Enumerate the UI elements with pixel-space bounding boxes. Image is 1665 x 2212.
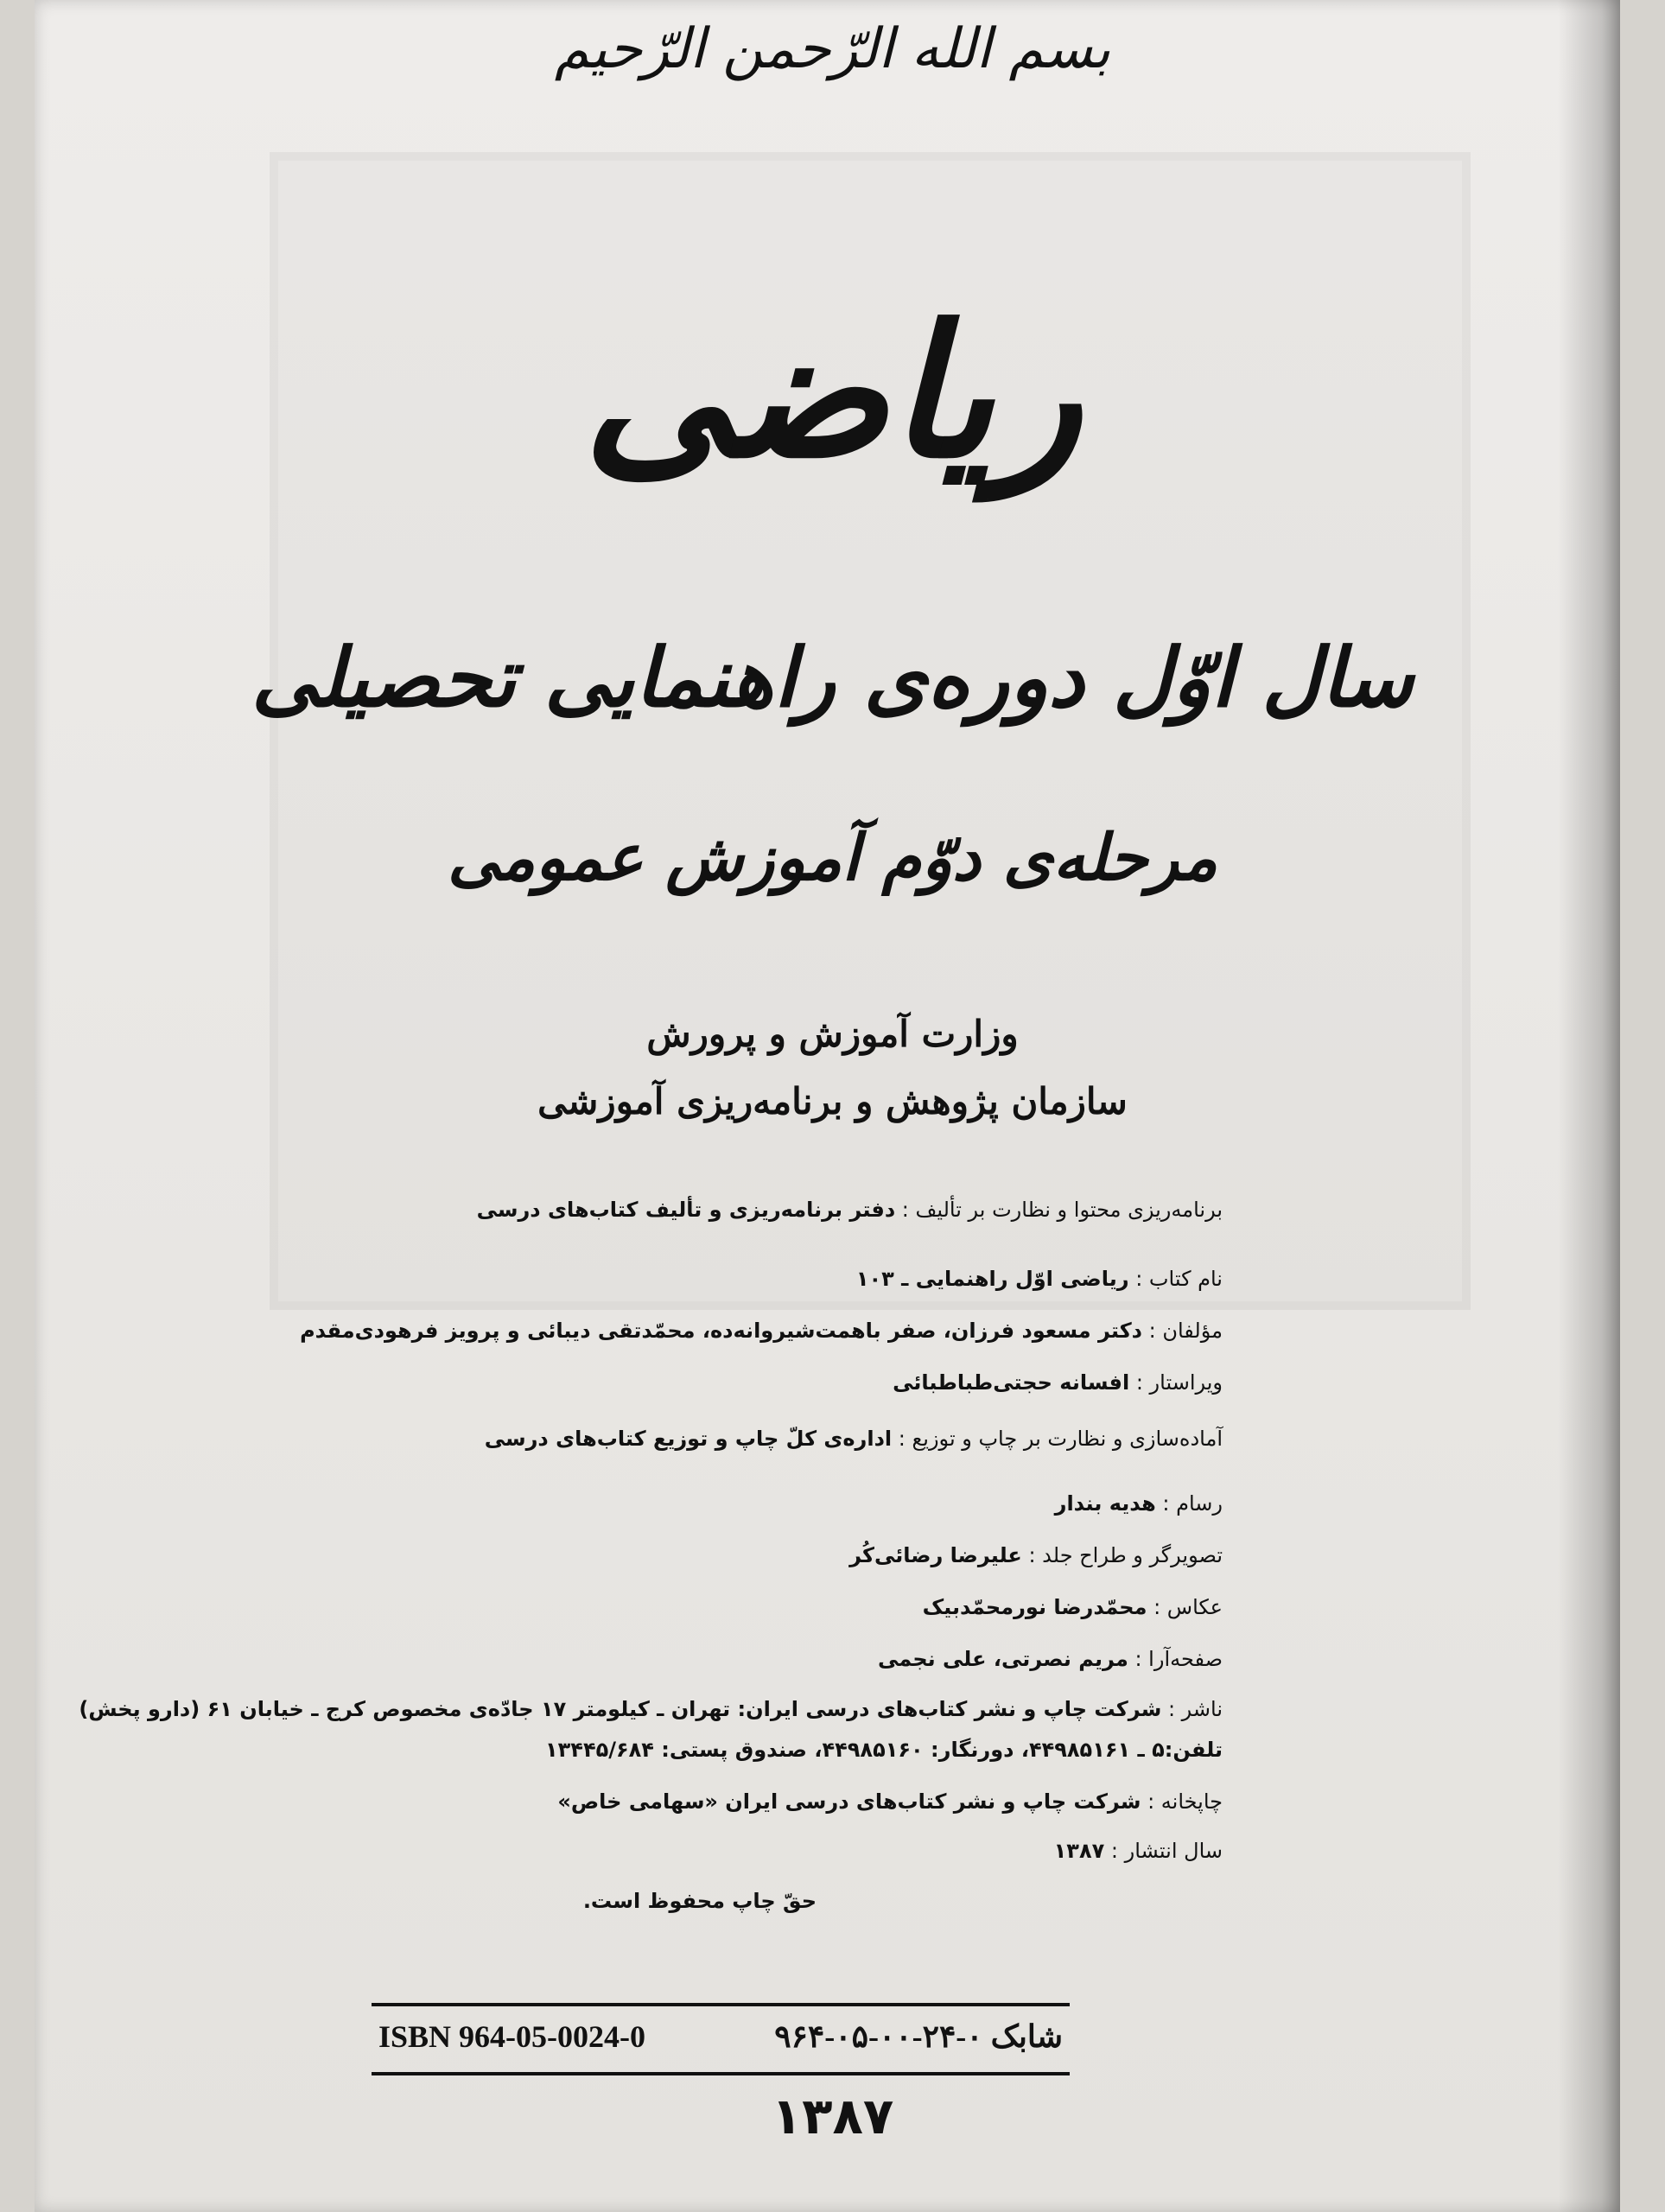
credit-preparation: آماده‌سازی و نظارت بر چاپ و توزیع : اداره‌ی کلّ چاپ و توزیع کتاب‌های درسی bbox=[484, 1427, 1223, 1451]
credit-book-name: نام کتاب : ریاضی اوّل راهنمایی ـ ۱۰۳ bbox=[855, 1267, 1223, 1291]
isbn-latin: ISBN 964-05-0024-0 bbox=[378, 2019, 646, 2054]
credit-curriculum: برنامه‌ریزی محتوا و نظارت بر تألیف : دفتر برنامه‌ریزی و تألیف کتاب‌های درسی bbox=[476, 1198, 1223, 1222]
credit-photographer: عکاس : محمّدرضا نورمحمّدبیک bbox=[922, 1595, 1223, 1619]
subtitle-stage: مرحله‌ی دوّم آموزش عمومی bbox=[447, 821, 1218, 895]
organization-name: سازمان پژوهش و برنامه‌ریزی آموزشی bbox=[537, 1080, 1128, 1122]
credit-publisher: ناشر : شرکت چاپ و نشر کتاب‌های درسی ایران: تهران ـ کیلومتر ۱۷ جادّه‌ی مخصوص کرج ـ خیابان ۶۱ (دارو پخش) bbox=[79, 1697, 1223, 1721]
footer-year: ۱۳۸۷ bbox=[771, 2087, 894, 2145]
credit-authors: مؤلفان : دکتر مسعود فرزان، صفر باهمت‌شیروانه‌ده، محمّدتقی دیبائی و پرویز فرهودی‌مقدم bbox=[300, 1319, 1223, 1343]
credit-layout: صفحه‌آرا : مریم نصرتی، علی نجمی bbox=[877, 1647, 1223, 1671]
copyright-notice: حقّ چاپ محفوظ است. bbox=[582, 1889, 817, 1913]
credit-illustrator: رسام : هدیه بندار bbox=[1054, 1491, 1223, 1516]
ministry-name: وزارت آموزش و پرورش bbox=[646, 1013, 1019, 1055]
isbn-persian: شابک ۰-۲۴-۰۰-۰۵-۹۶۴ bbox=[774, 2019, 1063, 2054]
page-title: ریاضی bbox=[582, 285, 1083, 499]
credit-publication-year: سال انتشار : ۱۳۸۷ bbox=[1053, 1839, 1223, 1863]
isbn-box bbox=[372, 2003, 1070, 2075]
credit-cover-designer: تصویرگر و طراح جلد : علیرضا رضائی‌کُر bbox=[849, 1543, 1223, 1567]
basmala: بسم الله الرّحمن الرّحیم bbox=[554, 17, 1111, 81]
subtitle-grade: سال اوّل دوره‌ی راهنمایی تحصیلی bbox=[251, 631, 1414, 726]
credit-phone: تلفن:۵ ـ ۴۴۹۸۵۱۶۱، دورنگار: ۴۴۹۸۵۱۶۰، صندوق پستی: ۱۳۴۴۵/۶۸۴ bbox=[545, 1738, 1223, 1762]
credit-printer: چاپخانه : شرکت چاپ و نشر کتاب‌های درسی ایران «سهامی خاص» bbox=[557, 1789, 1223, 1814]
credit-editor: ویراستار : افسانه حجتی‌طباطبائی bbox=[893, 1370, 1223, 1395]
